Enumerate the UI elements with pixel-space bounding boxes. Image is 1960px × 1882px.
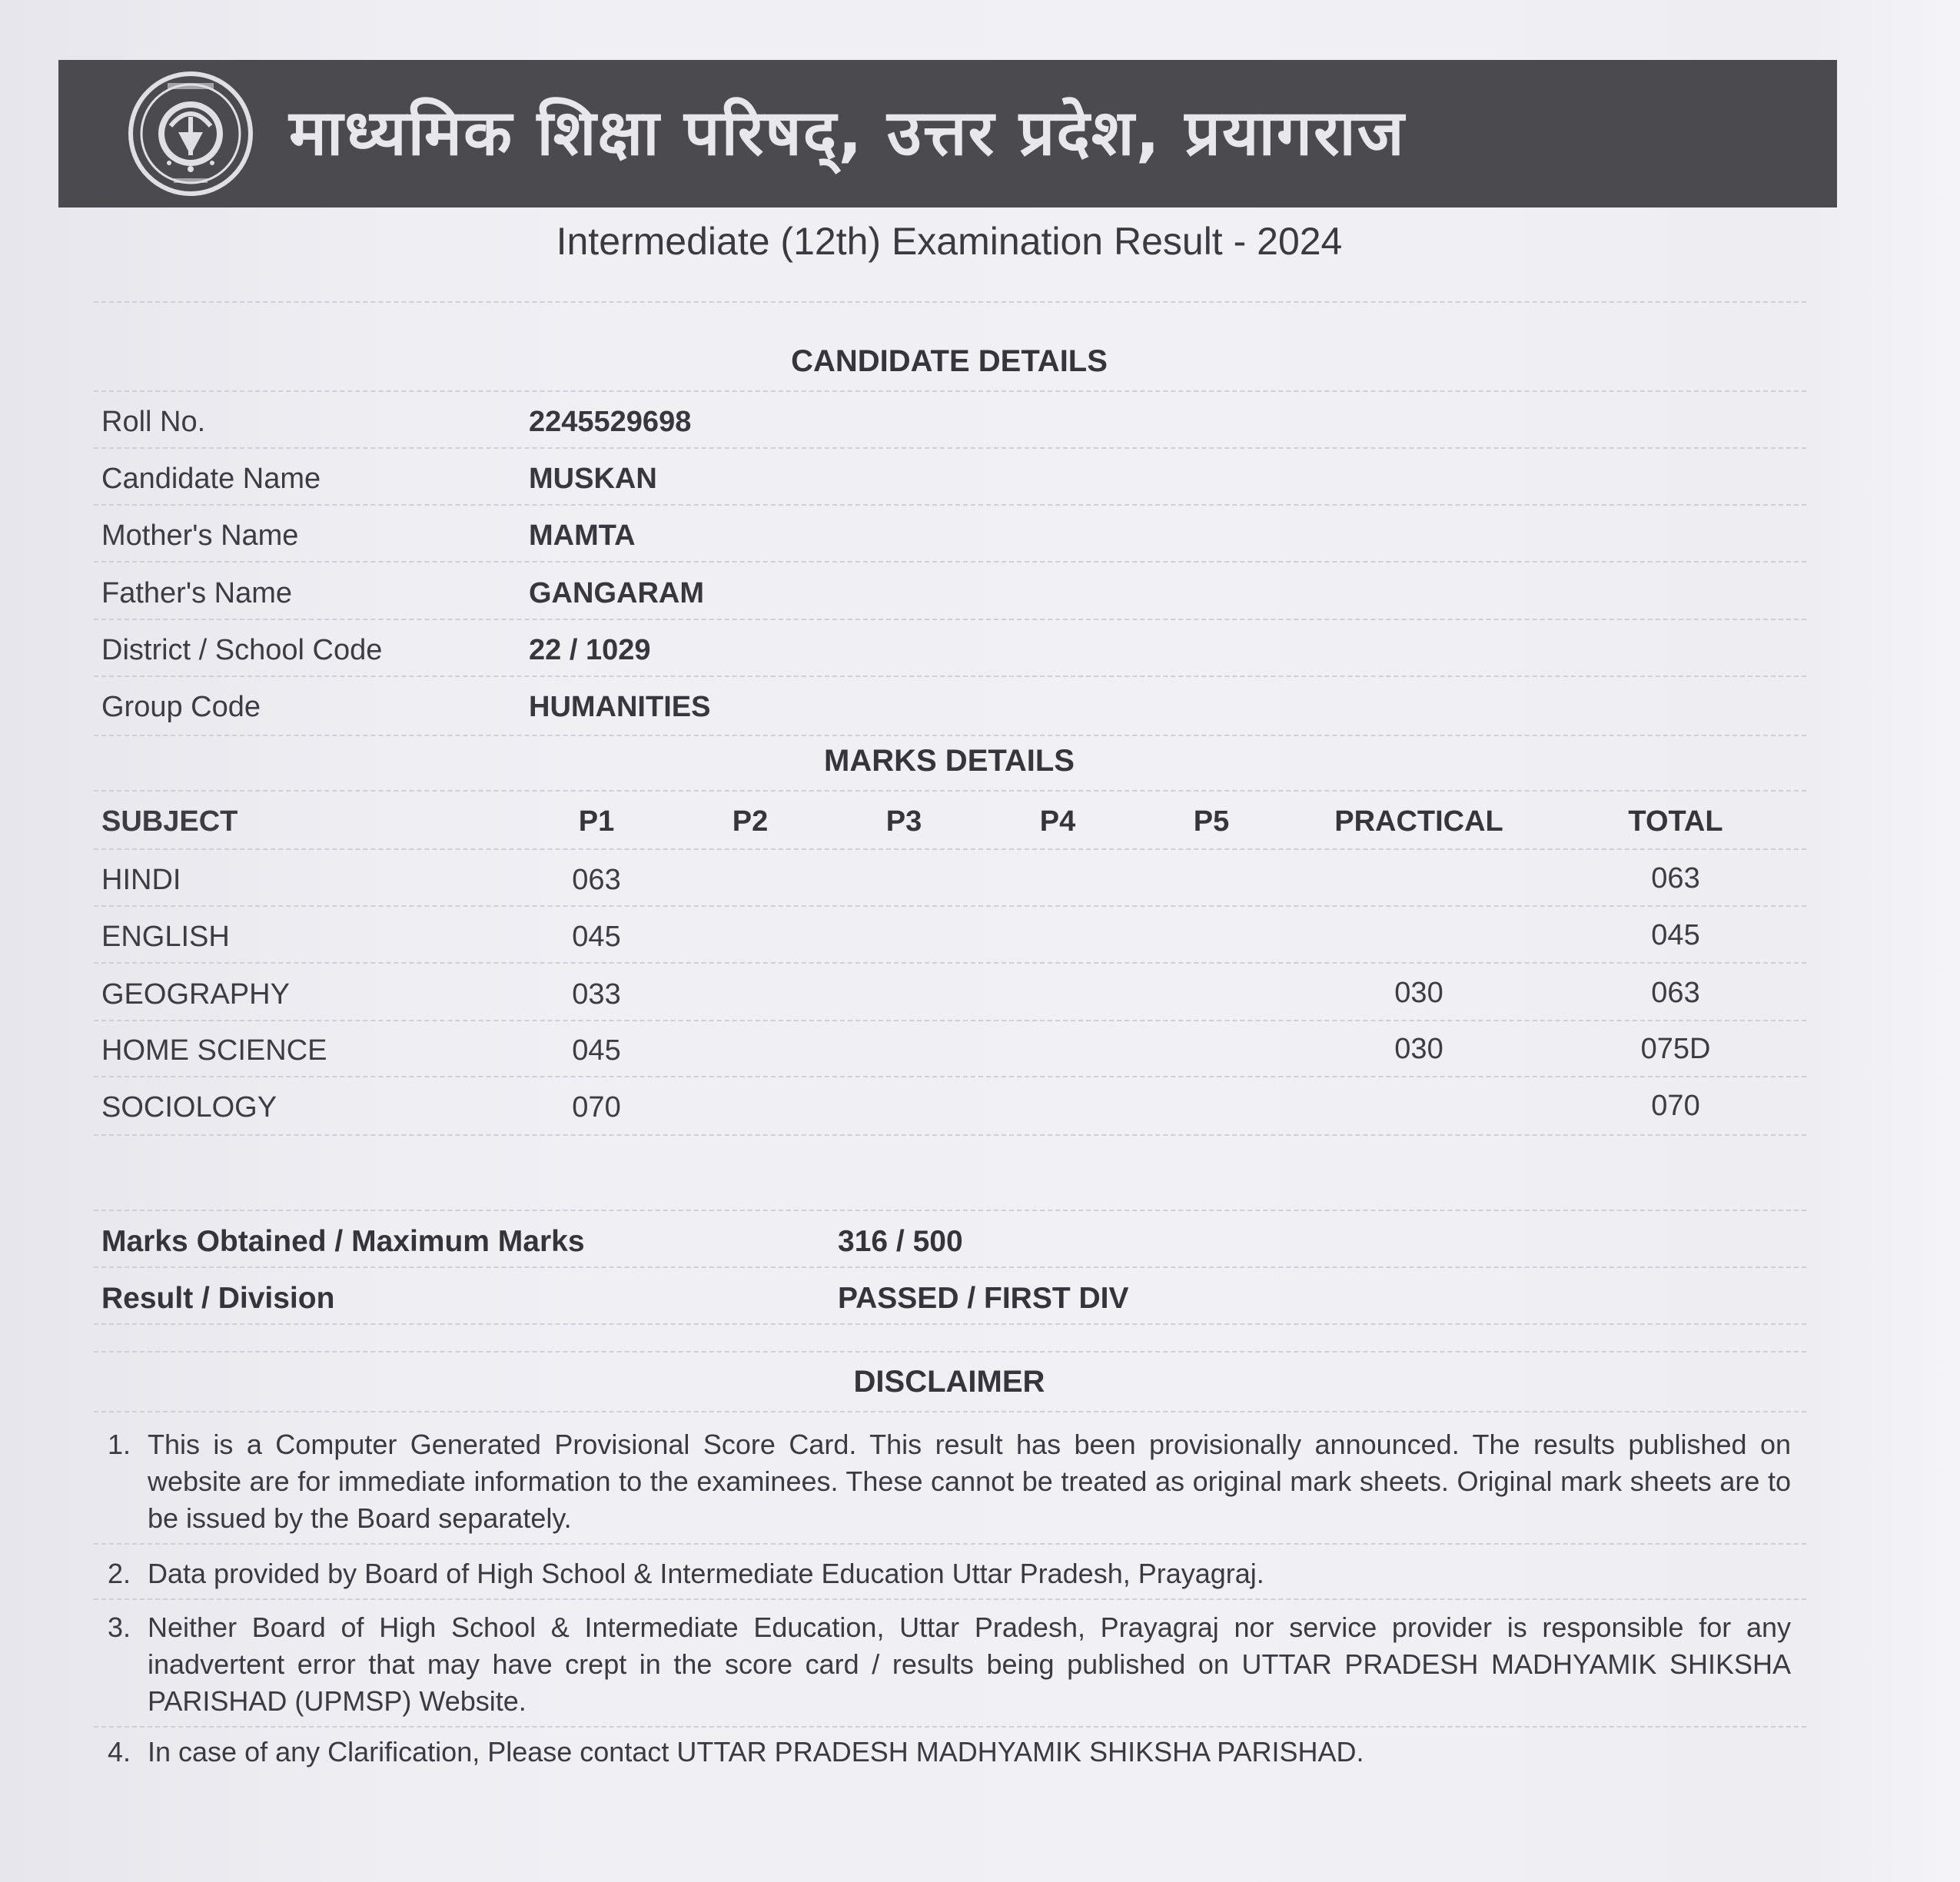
divider	[94, 1134, 1806, 1136]
divider	[94, 504, 1806, 506]
board-title: माध्यमिक शिक्षा परिषद्, उत्तर प्रदेश, प्रयागराज	[289, 97, 1406, 170]
district-school-code-value: 22 / 1029	[529, 634, 651, 666]
divider	[94, 735, 1806, 736]
disclaimer-number: 1.	[108, 1429, 131, 1460]
result-division-value: PASSED / FIRST DIV	[838, 1282, 1129, 1315]
divider	[94, 848, 1806, 850]
divider	[94, 1076, 1806, 1077]
marks-p1: 045	[572, 1034, 621, 1067]
marks-p1: 070	[572, 1091, 621, 1124]
marks-details-title: MARKS DETAILS	[824, 744, 1075, 778]
disclaimer-text: Data provided by Board of High School & Intermediate Education Uttar Pradesh, Prayagraj.	[148, 1558, 1264, 1589]
disclaimer-title: DISCLAIMER	[853, 1365, 1045, 1399]
marks-practical: 030	[1394, 1033, 1443, 1065]
disclaimer-text: In case of any Clarification, Please contact UTTAR PRADESH MADHYAMIK SHIKSHA PARISHAD.	[148, 1736, 1364, 1767]
divider	[94, 1351, 1806, 1353]
divider	[94, 675, 1806, 677]
disclaimer-number: 4.	[108, 1736, 131, 1767]
marks-total: 045	[1651, 919, 1700, 951]
result-division-label: Result / Division	[101, 1282, 335, 1315]
candidate-name-value: MUSKAN	[529, 463, 657, 495]
marks-practical: 030	[1394, 977, 1443, 1009]
exam-title: Intermediate (12th) Examination Result - 2024	[556, 220, 1343, 263]
disclaimer-text: Neither Board of High School & Intermediate Education, Uttar Pradesh, Prayagraj nor service provider is responsible for any inadvertent error that may have crept in the score card / results being published on UTTAR PRADESH MADHYAMIK SHIKSHA PARISHAD (UPMSP) Website.	[148, 1611, 1791, 1717]
father-name-value: GANGARAM	[529, 577, 704, 609]
divider	[94, 301, 1806, 303]
disclaimer-number: 3.	[108, 1611, 131, 1643]
divider	[94, 390, 1806, 392]
marks-header-practical: PRACTICAL	[1334, 805, 1503, 838]
group-code-value: HUMANITIES	[529, 691, 711, 723]
marks-subject: ENGLISH	[101, 921, 230, 953]
roll-no-label: Roll No.	[101, 406, 206, 438]
divider	[94, 561, 1806, 563]
father-name-label: Father's Name	[101, 577, 293, 609]
divider	[94, 1323, 1806, 1325]
marks-obtained-value: 316 / 500	[838, 1225, 963, 1258]
divider	[94, 962, 1806, 964]
divider	[94, 790, 1806, 792]
marks-p1: 045	[572, 921, 621, 953]
marks-total: 063	[1651, 862, 1700, 895]
marks-total: 070	[1651, 1090, 1700, 1122]
divider	[94, 1210, 1806, 1211]
divider	[94, 1598, 1806, 1600]
divider	[94, 1020, 1806, 1021]
divider	[94, 1726, 1806, 1728]
marks-p1: 063	[572, 864, 621, 896]
marks-total: 075D	[1640, 1033, 1711, 1065]
marks-header-p3: P3	[885, 805, 922, 838]
marks-header-p1: P1	[578, 805, 615, 838]
divider	[94, 905, 1806, 907]
mother-name-label: Mother's Name	[101, 519, 299, 552]
disclaimer-item	[108, 1555, 1791, 1592]
marks-header-p4: P4	[1039, 805, 1076, 838]
marks-subject: HINDI	[101, 864, 181, 896]
marks-subject: SOCIOLOGY	[101, 1091, 277, 1124]
marks-header-p5: P5	[1193, 805, 1230, 838]
disclaimer-item	[108, 1609, 1791, 1720]
marks-subject: HOME SCIENCE	[101, 1034, 327, 1067]
disclaimer-text: This is a Computer Generated Provisional Score Card. This result has been provisionally announced. The results published on website are for immediate information to the examinees. These cannot be treated as original mark sheets. Original mark sheets are to be issued by the Board separately.	[148, 1429, 1791, 1534]
disclaimer-number: 2.	[108, 1558, 131, 1589]
upmsp-emblem-icon	[128, 71, 254, 197]
divider	[94, 447, 1806, 449]
divider	[94, 1543, 1806, 1545]
disclaimer-item	[108, 1734, 1791, 1771]
mother-name-value: MAMTA	[529, 519, 636, 552]
divider	[94, 619, 1806, 620]
roll-no-value: 2245529698	[529, 406, 692, 438]
disclaimer-item	[108, 1426, 1791, 1537]
marks-p1: 033	[572, 978, 621, 1011]
candidate-name-label: Candidate Name	[101, 463, 321, 495]
marks-header-subject: SUBJECT	[101, 805, 238, 838]
marks-total: 063	[1651, 977, 1700, 1009]
district-school-code-label: District / School Code	[101, 634, 383, 666]
marks-header-p2: P2	[732, 805, 769, 838]
marks-obtained-label: Marks Obtained / Maximum Marks	[101, 1225, 585, 1258]
marks-subject: GEOGRAPHY	[101, 978, 290, 1011]
group-code-label: Group Code	[101, 691, 261, 723]
candidate-details-title: CANDIDATE DETAILS	[791, 344, 1108, 378]
divider	[94, 1266, 1806, 1268]
divider	[94, 1411, 1806, 1412]
header-bar	[58, 60, 1837, 207]
marks-header-total: TOTAL	[1628, 805, 1723, 838]
